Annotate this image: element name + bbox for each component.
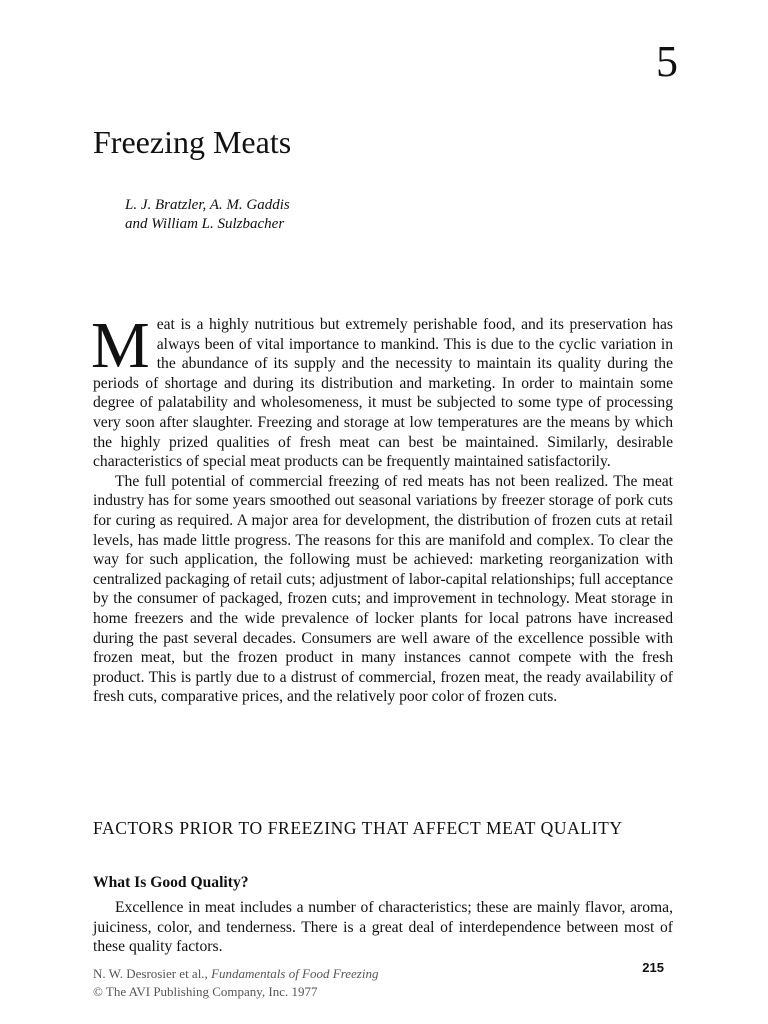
intro-body <box>91 309 673 707</box>
citation-title: Fundamentals of Food Freezing <box>211 966 379 981</box>
chapter-title: Freezing Meats <box>93 124 292 160</box>
intro-paragraph-2: The full potential of commercial freezing of red meats has not been realized. The meat industry has for some years smoothed out seasonal variations by freezer storage of pork cuts for curing as required. A major area for development, the distribution of frozen cuts at retail levels, has made little progress. The reasons for this are manifold and complex. To clear the way for such application, the following must be achieved: marketing reorganization with centralized packaging of retail cuts; adjustment of labor-capital relationships; full acceptance by the consumer of packaged, frozen cuts; and improvement in technology. Meat storage in home freezers and the wide prevalence of locker plants for local patrons have increased during the past several decades. Consumers are well aware of the excellence possible with frozen meat, but the frozen product in many instances cannot compete with the fresh product. This is partly due to a distrust of commercial, frozen meat, the ready availability of fresh cuts, comparative prices, and the relatively poor color of frozen cuts. <box>93 472 673 706</box>
section-body <box>93 898 673 957</box>
author-line-1: L. J. Bratzler, A. M. Gaddis <box>125 197 290 213</box>
subheading: What Is Good Quality? <box>93 874 249 891</box>
section-heading: FACTORS PRIOR TO FREEZING THAT AFFECT MEAT QUALITY <box>93 818 623 838</box>
chapter-number: 5 <box>656 37 678 86</box>
footer-citation <box>93 965 378 1001</box>
copyright-line: © The AVI Publishing Company, Inc. 1977 <box>93 984 318 999</box>
author-line-2: and William L. Sulzbacher <box>125 216 285 232</box>
section-paragraph-1: Excellence in meat includes a number of characteristics; these are mainly flavor, aroma, juiciness, color, and tenderness. There is a great deal of interdependence between most of these quality factors. <box>93 899 673 956</box>
citation-prefix: N. W. Desrosier et al., <box>93 966 212 981</box>
intro-paragraph-1-text: eat is a highly nutritious but extremely perishable food, and its preservation has always been of vital importance to mankind. This is due to the cyclic variation in the abundance of its supply and the necessity to maintain its quality during the periods of shortage and during its distribution and marketing. In order to maintain some degree of palatability and wholesomeness, it must be subjected to some type of processing very soon after slaughter. Freezing and storage at low temperatures are the means by which the highly prized qualities of fresh meat can best be maintained. Similarly, desirable characteristics of special meat products can be frequently maintained satisfactorily. <box>93 316 673 471</box>
citation-line <box>93 965 378 983</box>
intro-paragraph-1 <box>91 309 673 472</box>
page-number: 215 <box>642 960 664 975</box>
authors <box>125 196 290 234</box>
drop-cap: M <box>91 309 150 382</box>
